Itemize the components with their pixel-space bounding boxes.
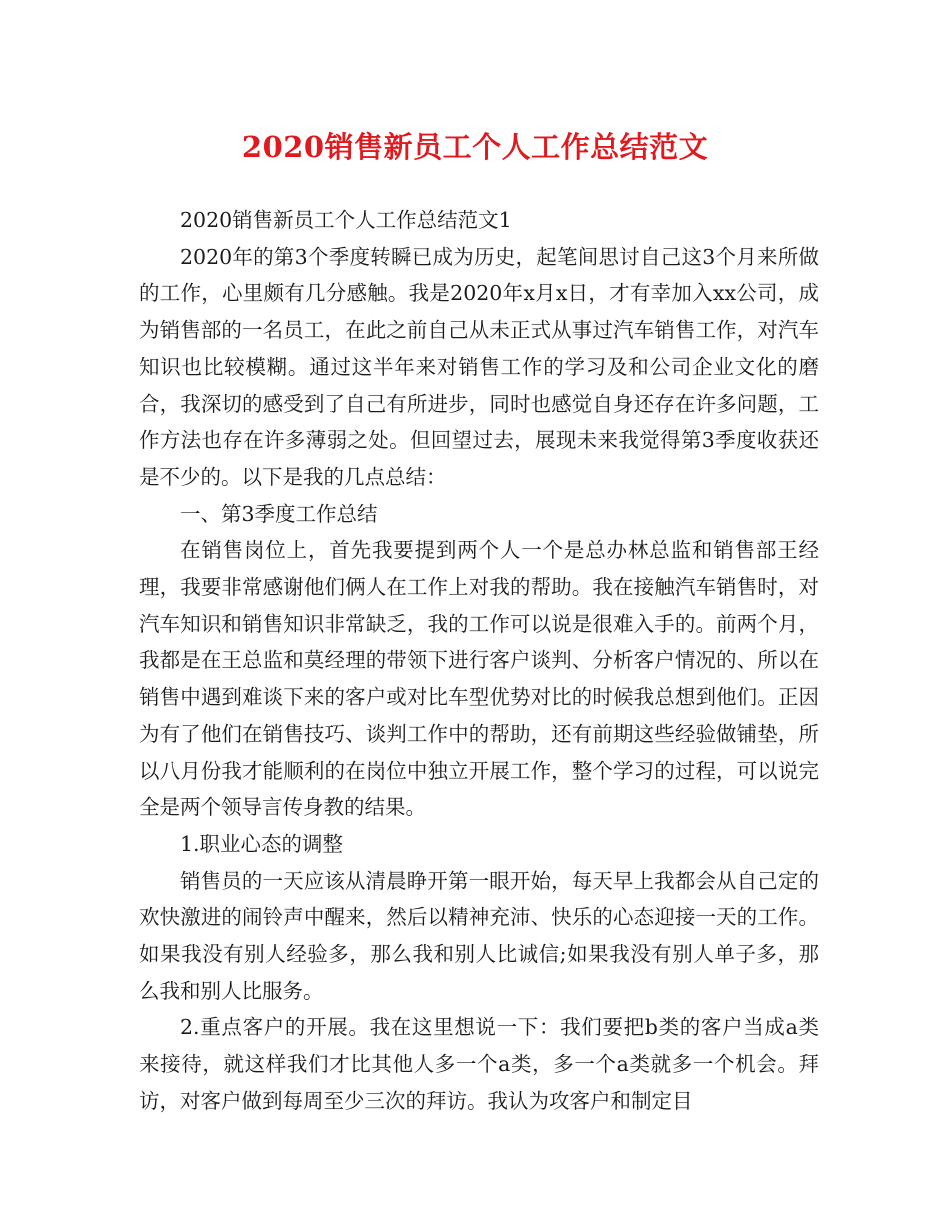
paragraph-key-customers: 2.重点客户的开展。我在这里想说一下：我们要把b类的客户当成a类来接待，就这样我们才比其他人多一个a类，多一个a类就多一个机会。拜访，对客户做到每周至少三次的拜访。我认为攻客户和制定目 — [139, 1015, 819, 1113]
paragraph-intro: 2020年的第3个季度转瞬已成为历史，起笔间思讨自己这3个月来所做的工作，心里颇有几分感触。我是2020年x月x日，才有幸加入xx公司，成为销售部的一名员工，在此之前自己从未正式从事过汽车销售工作，对汽车知识也比较模糊。通过这半年来对销售工作的学习及和公司企业文化的磨合，我深切的感受到了自己有所进步，同时也感觉自身还存在许多问题，工作方法也存在许多薄弱之处。但回望过去，展现未来我觉得第3季度收获还是不少的。以下是我的几点总结： — [139, 244, 819, 489]
section-heading-q3-summary: 一、第3季度工作总结 — [180, 501, 378, 526]
document-body — [139, 202, 819, 1120]
paragraph-subtitle: 2020销售新员工个人工作总结范文1 — [180, 208, 512, 232]
paragraph-mindset: 销售员的一天应该从清晨睁开第一眼开始，每天早上我都会从自己定的欢快激进的闹铃声中醒来，然后以精神充沛、快乐的心态迎接一天的工作。如果我没有别人经验多，那么我和别人比诚信;如果我没有别人单子多，那么我和别人比服务。 — [139, 868, 819, 1003]
paragraph-sales-position: 在销售岗位上，首先我要提到两个人一个是总办林总监和销售部王经理，我要非常感谢他们俩人在工作上对我的帮助。我在接触汽车销售时，对汽车知识和销售知识非常缺乏，我的工作可以说是很难入手的。前两个月，我都是在王总监和莫经理的带领下进行客户谈判、分析客户情况的、所以在销售中遇到难谈下来的客户或对比车型优势对比的时候我总想到他们。正因为有了他们在销售技巧、谈判工作中的帮助，还有前期这些经验做铺垫，所以八月份我才能顺利的在岗位中独立开展工作，整个学习的过程，可以说完全是两个领导言传身教的结果。 — [139, 538, 819, 820]
document-title: 2020销售新员工个人工作总结范文 — [241, 130, 709, 164]
heading-mindset-adjustment: 1.职业心态的调整 — [180, 831, 344, 856]
